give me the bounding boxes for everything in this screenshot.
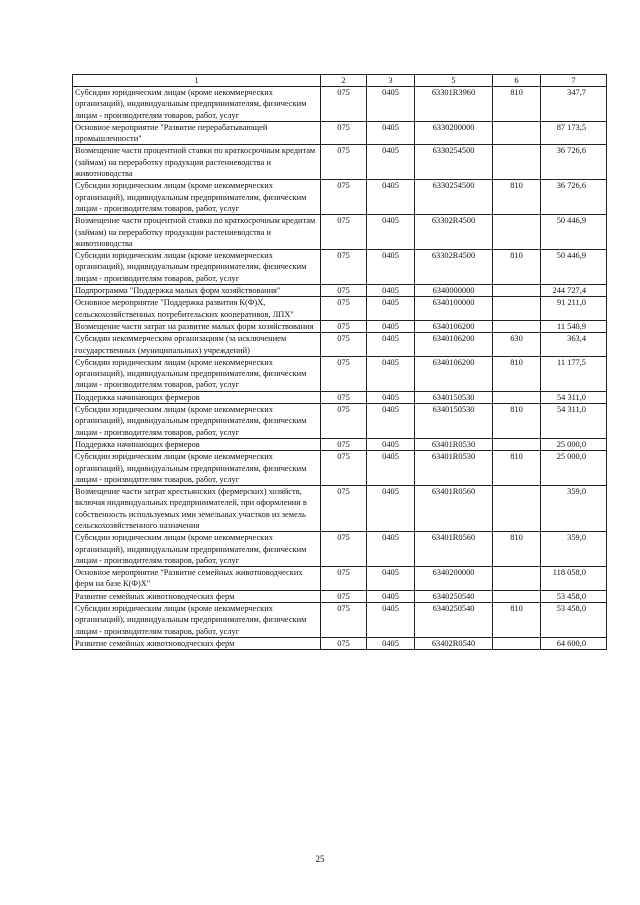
cell-target-article: 6330200000 bbox=[415, 121, 493, 145]
table-row bbox=[73, 532, 607, 567]
cell-name: Субсидии юридическим лицам (кроме некоммерческих организаций), индивидуальным предпринимателям, физическим лицам - производителям товаров, работ, услуг bbox=[73, 404, 321, 439]
cell-section: 0405 bbox=[367, 486, 415, 532]
cell-name: Возмещение части затрат на развитие малых форм хозяйствования bbox=[73, 320, 321, 332]
cell-expense-type bbox=[493, 215, 541, 250]
table-row bbox=[73, 391, 607, 403]
cell-amount: 91 211,0 bbox=[541, 297, 607, 321]
cell-name: Возмещение части процентной ставки по краткосрочным кредитам (займам) на переработку продукции растениеводства и животноводства bbox=[73, 145, 321, 180]
cell-target-article: 6340250540 bbox=[415, 590, 493, 602]
cell-expense-type: 810 bbox=[493, 451, 541, 486]
table-row bbox=[73, 215, 607, 250]
cell-target-article: 6340250540 bbox=[415, 603, 493, 638]
header-col-grbs: 2 bbox=[321, 75, 367, 87]
cell-section: 0405 bbox=[367, 567, 415, 591]
cell-expense-type bbox=[493, 486, 541, 532]
cell-amount: 118 058,0 bbox=[541, 567, 607, 591]
cell-target-article: 6340000000 bbox=[415, 285, 493, 297]
cell-name: Основное мероприятие "Поддержка развития К(Ф)Х, сельскохозяйственных потребительских кооперативов, ЛПХ" bbox=[73, 297, 321, 321]
cell-section: 0405 bbox=[367, 320, 415, 332]
cell-grbs: 075 bbox=[321, 356, 367, 391]
cell-name: Развитие семейных животноводческих ферм bbox=[73, 590, 321, 602]
cell-section: 0405 bbox=[367, 532, 415, 567]
cell-expense-type: 810 bbox=[493, 250, 541, 285]
cell-amount: 54 311,0 bbox=[541, 391, 607, 403]
cell-amount: 25 000,0 bbox=[541, 451, 607, 486]
cell-name: Основное мероприятие "Развитие перерабатывающей промышленности" bbox=[73, 121, 321, 145]
cell-grbs: 075 bbox=[321, 215, 367, 250]
cell-expense-type bbox=[493, 590, 541, 602]
cell-expense-type: 810 bbox=[493, 603, 541, 638]
cell-amount: 64 600,0 bbox=[541, 637, 607, 649]
cell-section: 0405 bbox=[367, 297, 415, 321]
table-row bbox=[73, 333, 607, 357]
cell-section: 0405 bbox=[367, 145, 415, 180]
cell-target-article: 6340106200 bbox=[415, 333, 493, 357]
table-row bbox=[73, 603, 607, 638]
budget-table bbox=[72, 74, 607, 650]
cell-target-article: 6340106200 bbox=[415, 320, 493, 332]
cell-expense-type: 810 bbox=[493, 532, 541, 567]
cell-name: Субсидии юридическим лицам (кроме некоммерческих организаций), индивидуальным предпринимателям, физическим лицам - производителям товаров, работ, услуг bbox=[73, 603, 321, 638]
cell-expense-type bbox=[493, 567, 541, 591]
cell-section: 0405 bbox=[367, 451, 415, 486]
cell-amount: 11 177,5 bbox=[541, 356, 607, 391]
table-row bbox=[73, 297, 607, 321]
table-row bbox=[73, 145, 607, 180]
cell-target-article: 63401R0560 bbox=[415, 532, 493, 567]
cell-grbs: 075 bbox=[321, 285, 367, 297]
cell-section: 0405 bbox=[367, 603, 415, 638]
table-row bbox=[73, 486, 607, 532]
cell-grbs: 075 bbox=[321, 404, 367, 439]
cell-amount: 50 446,9 bbox=[541, 215, 607, 250]
cell-section: 0405 bbox=[367, 180, 415, 215]
cell-name: Возмещение части затрат крестьянских (фермерских) хозяйств, включая индивидуальных предпринимателей, при оформлении в собственность используемых ими земельных участков из земель сельскохозяйственного назначения bbox=[73, 486, 321, 532]
cell-grbs: 075 bbox=[321, 637, 367, 649]
cell-expense-type bbox=[493, 121, 541, 145]
cell-section: 0405 bbox=[367, 285, 415, 297]
cell-amount: 359,0 bbox=[541, 486, 607, 532]
cell-amount: 244 727,4 bbox=[541, 285, 607, 297]
table-row bbox=[73, 356, 607, 391]
cell-name: Возмещение части процентной ставки по краткосрочным кредитам (займам) на переработку продукции растениеводства и животноводства bbox=[73, 215, 321, 250]
table-body bbox=[73, 87, 607, 650]
table-row bbox=[73, 320, 607, 332]
cell-amount: 87 173,5 bbox=[541, 121, 607, 145]
cell-grbs: 075 bbox=[321, 590, 367, 602]
cell-amount: 36 726,6 bbox=[541, 180, 607, 215]
cell-target-article: 63401R0530 bbox=[415, 451, 493, 486]
cell-name: Развитие семейных животноводческих ферм bbox=[73, 637, 321, 649]
cell-target-article: 6340100000 bbox=[415, 297, 493, 321]
cell-name: Субсидии юридическим лицам (кроме некоммерческих организаций), индивидуальным предпринимателям, физическим лицам - производителям товаров, работ, услуг bbox=[73, 250, 321, 285]
cell-section: 0405 bbox=[367, 250, 415, 285]
header-col-amount: 7 bbox=[541, 75, 607, 87]
cell-grbs: 075 bbox=[321, 87, 367, 122]
cell-target-article: 63401R0530 bbox=[415, 438, 493, 450]
cell-name: Основное мероприятие "Развитие семейных животноводческих ферм на базе К(Ф)Х" bbox=[73, 567, 321, 591]
cell-expense-type bbox=[493, 391, 541, 403]
cell-grbs: 075 bbox=[321, 297, 367, 321]
cell-grbs: 075 bbox=[321, 333, 367, 357]
cell-section: 0405 bbox=[367, 590, 415, 602]
table-row bbox=[73, 438, 607, 450]
table-row bbox=[73, 250, 607, 285]
cell-expense-type: 630 bbox=[493, 333, 541, 357]
cell-grbs: 075 bbox=[321, 451, 367, 486]
table-row bbox=[73, 451, 607, 486]
cell-grbs: 075 bbox=[321, 180, 367, 215]
cell-expense-type bbox=[493, 320, 541, 332]
cell-amount: 363,4 bbox=[541, 333, 607, 357]
cell-amount: 36 726,6 bbox=[541, 145, 607, 180]
cell-section: 0405 bbox=[367, 438, 415, 450]
cell-expense-type bbox=[493, 438, 541, 450]
table-row bbox=[73, 590, 607, 602]
table-row bbox=[73, 87, 607, 122]
cell-amount: 25 000,0 bbox=[541, 438, 607, 450]
cell-amount: 359,0 bbox=[541, 532, 607, 567]
page-number: 25 bbox=[315, 854, 325, 864]
cell-expense-type bbox=[493, 285, 541, 297]
cell-section: 0405 bbox=[367, 404, 415, 439]
cell-section: 0405 bbox=[367, 637, 415, 649]
cell-name: Субсидии юридическим лицам (кроме некоммерческих организаций), индивидуальным предпринимателям, физическим лицам - производителям товаров, работ, услуг bbox=[73, 87, 321, 122]
cell-target-article: 63301R3960 bbox=[415, 87, 493, 122]
cell-amount: 54 311,0 bbox=[541, 404, 607, 439]
cell-target-article: 6340106200 bbox=[415, 356, 493, 391]
header-col-expense-type: 6 bbox=[493, 75, 541, 87]
cell-section: 0405 bbox=[367, 87, 415, 122]
cell-target-article: 63302R4500 bbox=[415, 215, 493, 250]
table-row bbox=[73, 567, 607, 591]
header-col-section: 3 bbox=[367, 75, 415, 87]
cell-name: Субсидии юридическим лицам (кроме некоммерческих организаций), индивидуальным предпринимателям, физическим лицам - производителям товаров, работ, услуг bbox=[73, 532, 321, 567]
cell-section: 0405 bbox=[367, 356, 415, 391]
cell-section: 0405 bbox=[367, 121, 415, 145]
cell-grbs: 075 bbox=[321, 603, 367, 638]
cell-name: Субсидии юридическим лицам (кроме некоммерческих организаций), индивидуальным предпринимателям, физическим лицам - производителям товаров, работ, услуг bbox=[73, 180, 321, 215]
cell-expense-type: 810 bbox=[493, 87, 541, 122]
cell-target-article: 6340150530 bbox=[415, 404, 493, 439]
cell-amount: 347,7 bbox=[541, 87, 607, 122]
cell-amount: 53 458,0 bbox=[541, 603, 607, 638]
cell-grbs: 075 bbox=[321, 567, 367, 591]
cell-section: 0405 bbox=[367, 215, 415, 250]
cell-expense-type bbox=[493, 297, 541, 321]
header-row bbox=[73, 75, 607, 87]
cell-target-article: 6330254500 bbox=[415, 145, 493, 180]
header-col-target-article: 5 bbox=[415, 75, 493, 87]
cell-grbs: 075 bbox=[321, 391, 367, 403]
header-col-name: 1 bbox=[73, 75, 321, 87]
cell-amount: 11 540,9 bbox=[541, 320, 607, 332]
cell-grbs: 075 bbox=[321, 532, 367, 567]
cell-grbs: 075 bbox=[321, 320, 367, 332]
cell-grbs: 075 bbox=[321, 486, 367, 532]
cell-target-article: 6340150530 bbox=[415, 391, 493, 403]
cell-target-article: 63302R4500 bbox=[415, 250, 493, 285]
cell-grbs: 075 bbox=[321, 438, 367, 450]
cell-expense-type bbox=[493, 637, 541, 649]
cell-target-article: 63401R0560 bbox=[415, 486, 493, 532]
cell-section: 0405 bbox=[367, 391, 415, 403]
cell-target-article: 63402R0540 bbox=[415, 637, 493, 649]
cell-grbs: 075 bbox=[321, 121, 367, 145]
cell-amount: 53 458,0 bbox=[541, 590, 607, 602]
cell-name: Поддержка начинающих фермеров bbox=[73, 438, 321, 450]
table-row bbox=[73, 121, 607, 145]
cell-grbs: 075 bbox=[321, 145, 367, 180]
cell-name: Подпрограмма "Поддержка малых форм хозяйствования" bbox=[73, 285, 321, 297]
cell-name: Субсидии юридическим лицам (кроме некоммерческих организаций), индивидуальным предпринимателям, физическим лицам - производителям товаров, работ, услуг bbox=[73, 451, 321, 486]
cell-name: Поддержка начинающих фермеров bbox=[73, 391, 321, 403]
cell-expense-type: 810 bbox=[493, 180, 541, 215]
cell-target-article: 6330254500 bbox=[415, 180, 493, 215]
cell-name: Субсидии юридическим лицам (кроме некоммерческих организаций), индивидуальным предпринимателям, физическим лицам - производителям товаров, работ, услуг bbox=[73, 356, 321, 391]
budget-table-container bbox=[72, 74, 606, 650]
table-row bbox=[73, 637, 607, 649]
table-row bbox=[73, 285, 607, 297]
cell-expense-type bbox=[493, 145, 541, 180]
cell-expense-type: 810 bbox=[493, 356, 541, 391]
cell-target-article: 6340200000 bbox=[415, 567, 493, 591]
cell-amount: 50 446,9 bbox=[541, 250, 607, 285]
cell-section: 0405 bbox=[367, 333, 415, 357]
table-row bbox=[73, 180, 607, 215]
table-row bbox=[73, 404, 607, 439]
cell-name: Субсидии некоммерческим организациям (за исключением государственных (муниципальных) учреждений) bbox=[73, 333, 321, 357]
cell-expense-type: 810 bbox=[493, 404, 541, 439]
cell-grbs: 075 bbox=[321, 250, 367, 285]
